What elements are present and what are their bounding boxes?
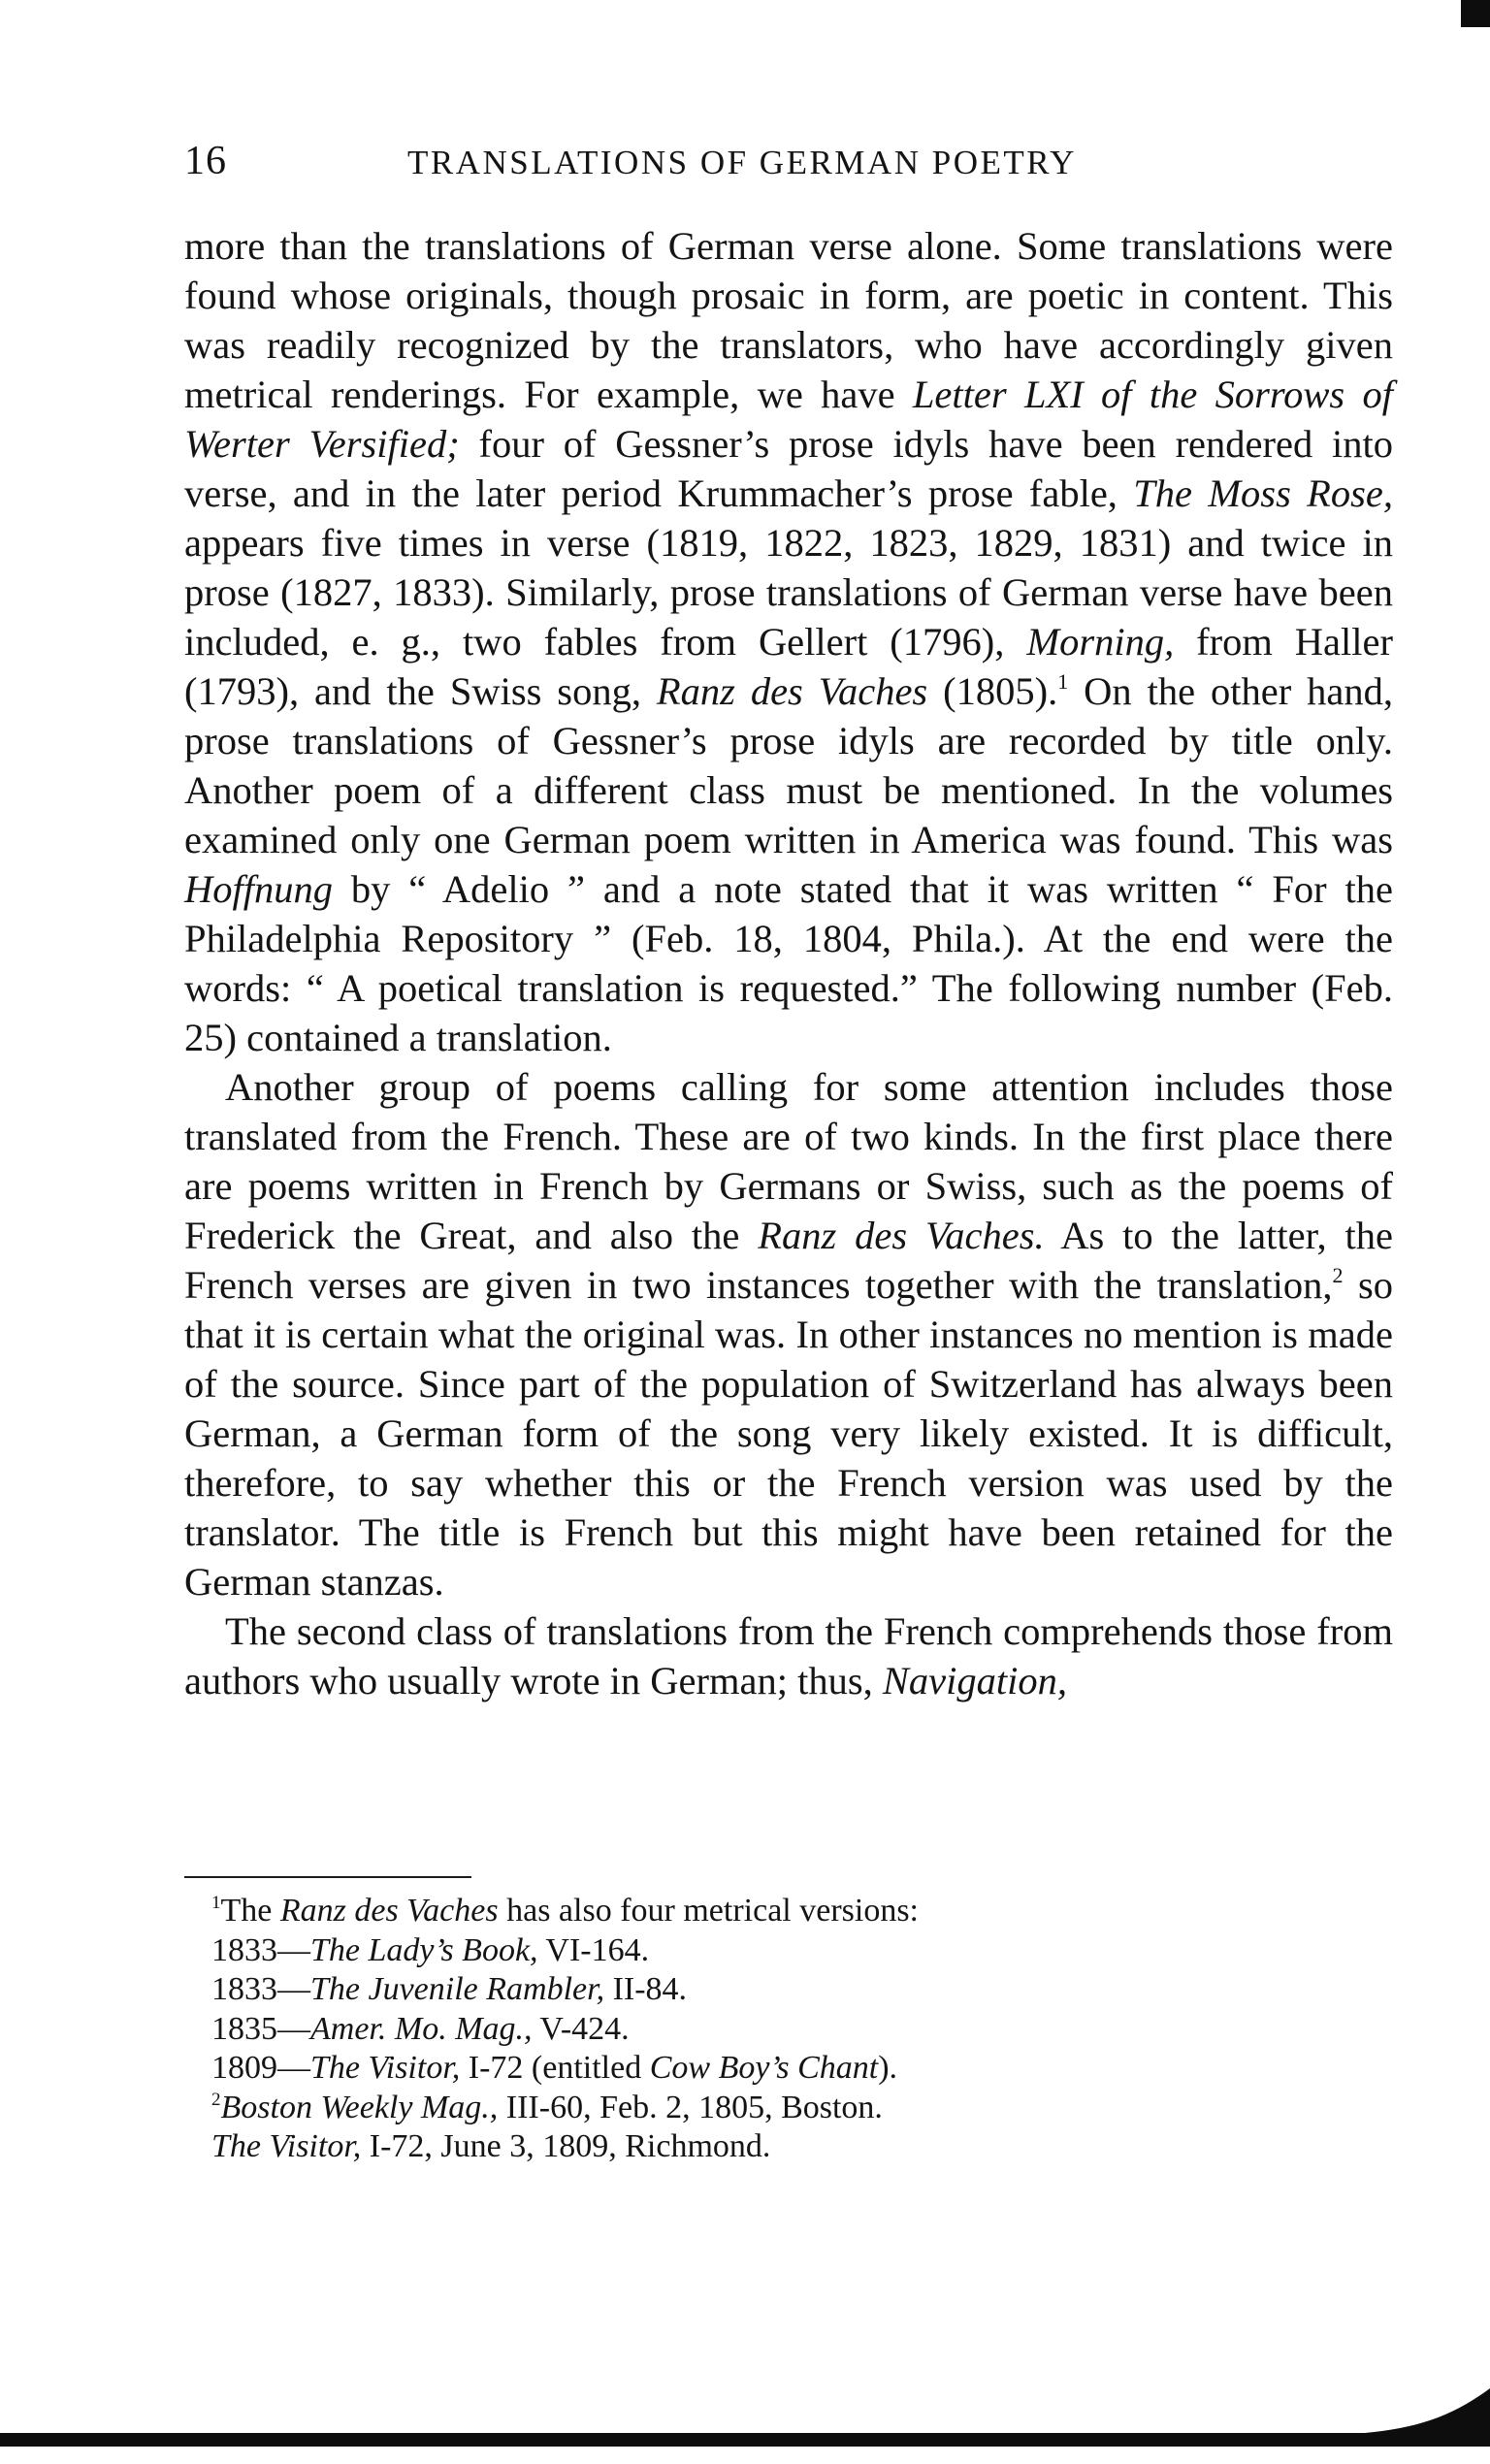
reference: ). <box>878 2050 898 2086</box>
running-head <box>184 138 1393 196</box>
body-text <box>184 221 1393 1705</box>
footnote-rule <box>184 1876 471 1878</box>
text-run: from Haller (1793), and the Swiss song, <box>184 620 1393 713</box>
italic-title: Cow Boy’s Chant <box>649 2050 879 2086</box>
italic-title: Letter LXI of the Sorrows of Werter Versified; <box>184 373 1393 466</box>
italic-title: Navigation, <box>882 1659 1068 1702</box>
text-run: On the other hand, prose translations of Gessner’s prose idyls are recorded by title only. Another poem of a different class must be mentioned. In the volumes examined only one German poem written in America was found. This was <box>184 669 1393 861</box>
reference: I-72 (entitled <box>460 2050 650 2086</box>
text-run: has also four metrical versions: <box>498 1893 919 1929</box>
footnote-mark: 1 <box>211 1893 221 1913</box>
page-number: 16 <box>184 139 227 183</box>
text-run: As to the latter, the French verses are given in two instances together with the translation, <box>184 1214 1393 1307</box>
reference: V-424. <box>532 2010 630 2047</box>
paragraph-2 <box>184 1062 1393 1606</box>
scan-corner-mark <box>1461 0 1490 27</box>
reference: II-84. <box>604 1971 688 2007</box>
italic-title: Hoffnung <box>184 867 334 911</box>
year: 1833— <box>211 1931 310 1968</box>
italic-title: The Lady’s Book, <box>310 1931 538 1968</box>
footnote-1-version <box>184 2010 1300 2050</box>
italic-title: The Visitor, <box>310 2050 461 2086</box>
reference: III-60, Feb. 2, 1805, Boston. <box>498 2089 883 2125</box>
reference: VI-164. <box>537 1931 650 1968</box>
running-title: TRANSLATIONS OF GERMAN POETRY <box>407 144 1077 181</box>
scan-bottom-edge <box>0 2433 1490 2447</box>
footnote-1-version <box>184 1931 1300 1971</box>
text-run: (1805). <box>927 669 1058 713</box>
footnote-ref-2: 2 <box>1332 1263 1344 1287</box>
footnote-mark: 2 <box>211 2089 221 2110</box>
text-run: by “ Adelio ” and a note stated that it was written “ For the Philadelphia Repository ” (Feb. 18, 1804, Phila.). At the end were the words: “ A poetical translation is requested.” The following number (Feb. 25) contained a translation. <box>184 867 1393 1059</box>
paragraph-1 <box>184 221 1393 1062</box>
italic-title: Amer. Mo. Mag., <box>310 2010 533 2047</box>
italic-title: Morning, <box>1026 620 1175 664</box>
text-run: appears five times in verse (1819, 1822, 1823, 1829, 1831) and twice in prose (1827, 1833). Similarly, prose translations of German verse have been included, e. g., two fables from Gellert (1796), <box>184 521 1393 664</box>
paragraph-3 <box>184 1606 1393 1705</box>
footnote-1 <box>184 1892 1300 1931</box>
footnotes <box>184 1892 1300 2167</box>
text-run: Another group of poems calling for some attention includes those translated from the French. These are of two kinds. In the first place there are poems written in French by Germans or Swiss, such as the poems of Frederick the Great, and also the <box>184 1065 1393 1257</box>
text-run: four of Gessner’s prose idyls have been rendered into verse, and in the later period Krummacher’s prose fable, <box>184 422 1393 515</box>
footnote-2 <box>184 2089 1300 2128</box>
text-run: The second class of translations from the French comprehends those from authors who usually wrote in German; thus, <box>184 1609 1393 1702</box>
italic-title: Boston Weekly Mag., <box>220 2089 499 2125</box>
footnote-1-version <box>184 1970 1300 2010</box>
italic-title: The Visitor, <box>211 2128 362 2164</box>
text-run: The <box>220 1893 280 1929</box>
italic-title: The Juvenile Rambler, <box>310 1971 605 2007</box>
text-run: so that it is certain what the original was. In other instances no mention is made of the source. Since part of the population of Switzerland has always been German, a German form of the song very likely existed. It is difficult, therefore, to say whether this or the French version was used by the translator. The title is French but this might have been retained for the German stanzas. <box>184 1263 1393 1604</box>
footnote-2-continued <box>184 2127 1300 2167</box>
year: 1809— <box>211 2050 310 2086</box>
italic-title: The Moss Rose, <box>1133 471 1393 515</box>
year: 1835— <box>211 2010 310 2047</box>
scan-page-curl <box>1339 2388 1490 2447</box>
reference: I-72, June 3, 1809, Richmond. <box>361 2128 771 2164</box>
year: 1833— <box>211 1971 310 2007</box>
footnote-ref-1: 1 <box>1057 669 1069 694</box>
text-run: more than the translations of German verse alone. Some translations were found whose originals, though prosaic in form, are poetic in content. This was readily recognized by the translators, who have accordingly given metrical renderings. For example, we have <box>184 224 1393 416</box>
italic-title: Ranz des Vaches <box>279 1893 499 1929</box>
italic-title: Ranz des Vaches. <box>758 1214 1045 1257</box>
italic-title: Ranz des Vaches <box>656 669 928 713</box>
footnote-1-version <box>184 2049 1300 2089</box>
